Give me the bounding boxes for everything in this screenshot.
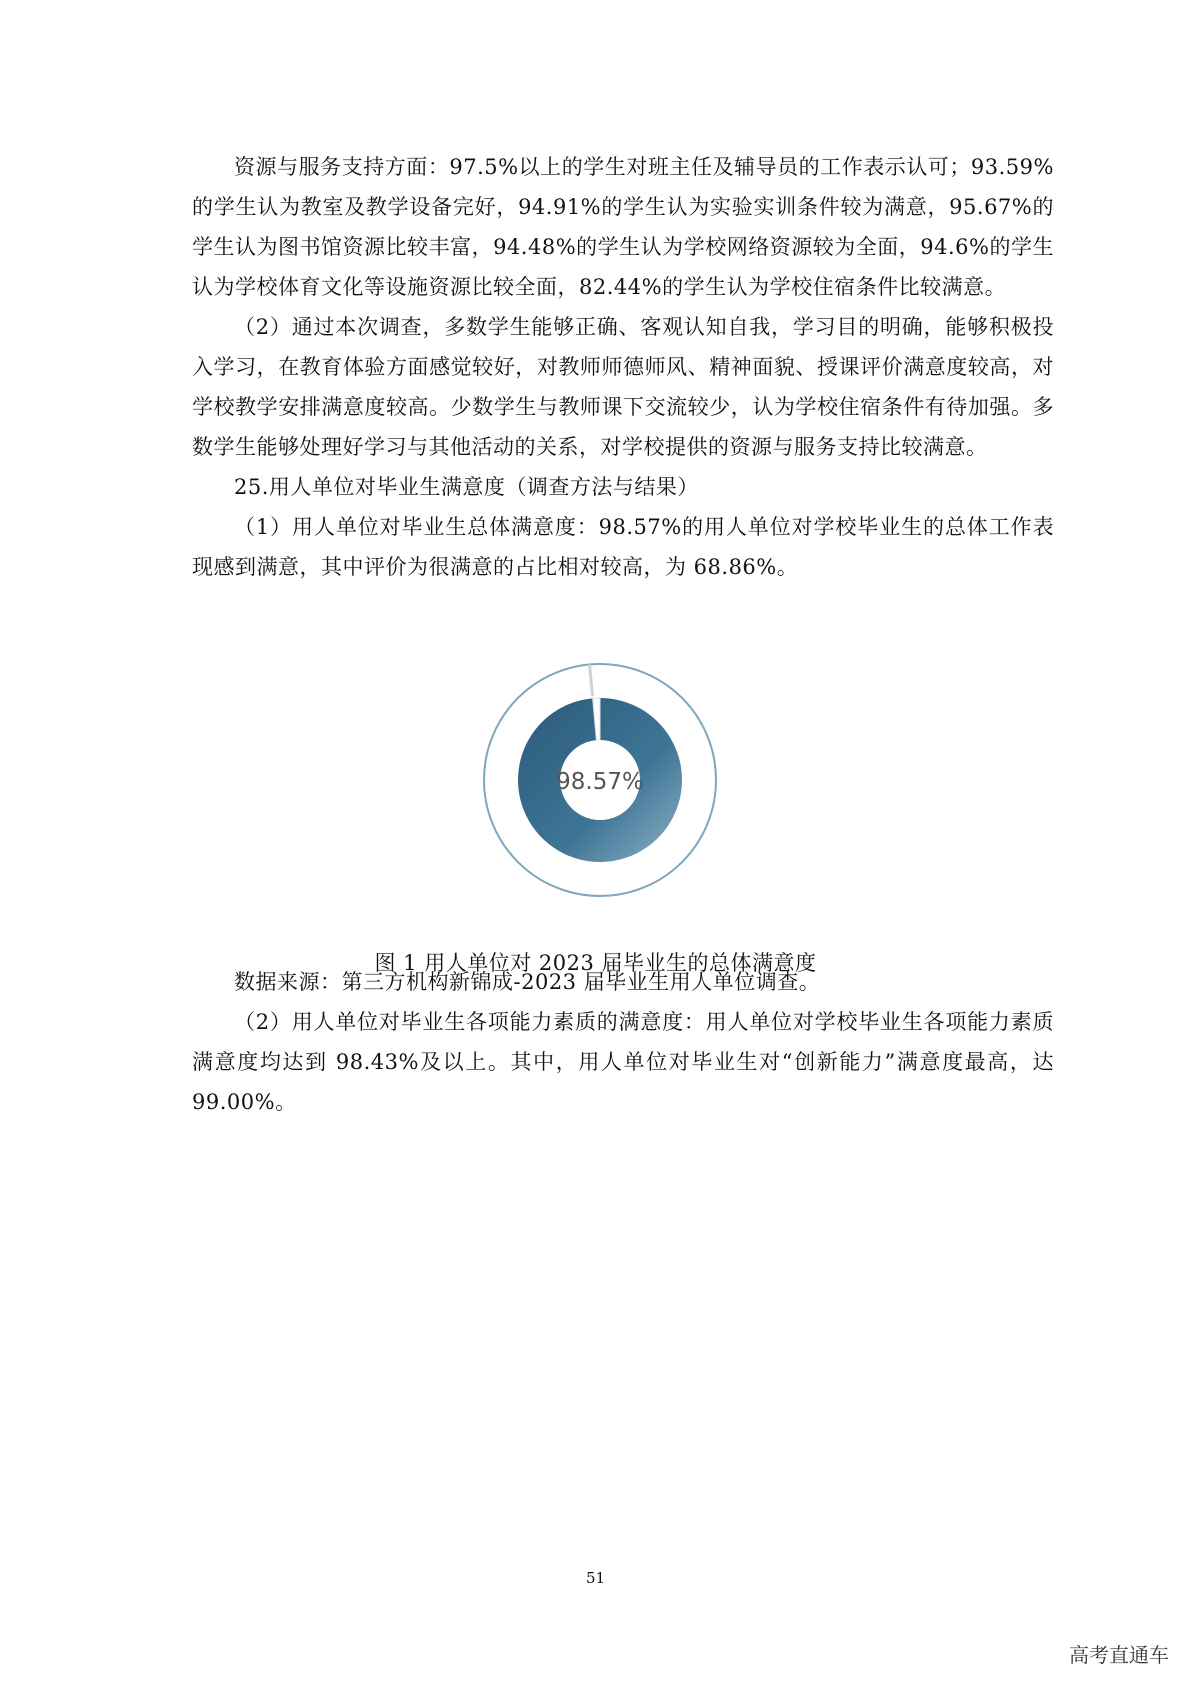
donut-center-label: 98.57% (556, 769, 644, 795)
page-number: 51 (585, 1569, 606, 1587)
body-text-bottom (192, 962, 1054, 1122)
paragraph-overall-satisfaction: （1）用人单位对毕业生总体满意度：98.57%的用人单位对学校毕业生的总体工作表现感到满意，其中评价为很满意的占比相对较高，为 68.86%。 (192, 515, 1054, 579)
section-heading-employer-satisfaction: 25.用人单位对毕业生满意度（调查方法与结果） (234, 475, 699, 499)
donut-svg (480, 660, 720, 900)
body-text-top (192, 147, 1054, 587)
paragraph-ability-satisfaction: （2）用人单位对毕业生各项能力素质的满意度：用人单位对学校毕业生各项能力素质满意度均达到 98.43%及以上。其中，用人单位对毕业生对“创新能力”满意度最高，达 99.00%。 (192, 1010, 1054, 1114)
satisfaction-donut-chart (480, 660, 720, 900)
figure-caption: 图 1 用人单位对 2023 届毕业生的总体满意度 (374, 951, 817, 975)
watermark-text: 高考直通车 (1069, 1643, 1169, 1667)
paragraph-resources-support: 资源与服务支持方面：97.5%以上的学生对班主任及辅导员的工作表示认可；93.59%的学生认为教室及教学设备完好，94.91%的学生认为实验实训条件较为满意，95.67%的学生认为图书馆资源比较丰富，94.48%的学生认为学校网络资源较为全面，94.6%的学生认为学校体育文化等设施资源比较全面，82.44%的学生认为学校住宿条件比较满意。 (192, 155, 1054, 299)
paragraph-survey-summary: （2）通过本次调查，多数学生能够正确、客观认知自我，学习目的明确，能够积极投入学习，在教育体验方面感觉较好，对教师师德师风、精神面貌、授课评价满意度较高，对学校教学安排满意度较高。少数学生与教师课下交流较少，认为学校住宿条件有待加强。多数学生能够处理好学习与其他活动的关系，对学校提供的资源与服务支持比较满意。 (192, 315, 1054, 459)
paragraph-data-source: 数据来源：第三方机构新锦成-2023 届毕业生用人单位调查。 (234, 970, 821, 994)
